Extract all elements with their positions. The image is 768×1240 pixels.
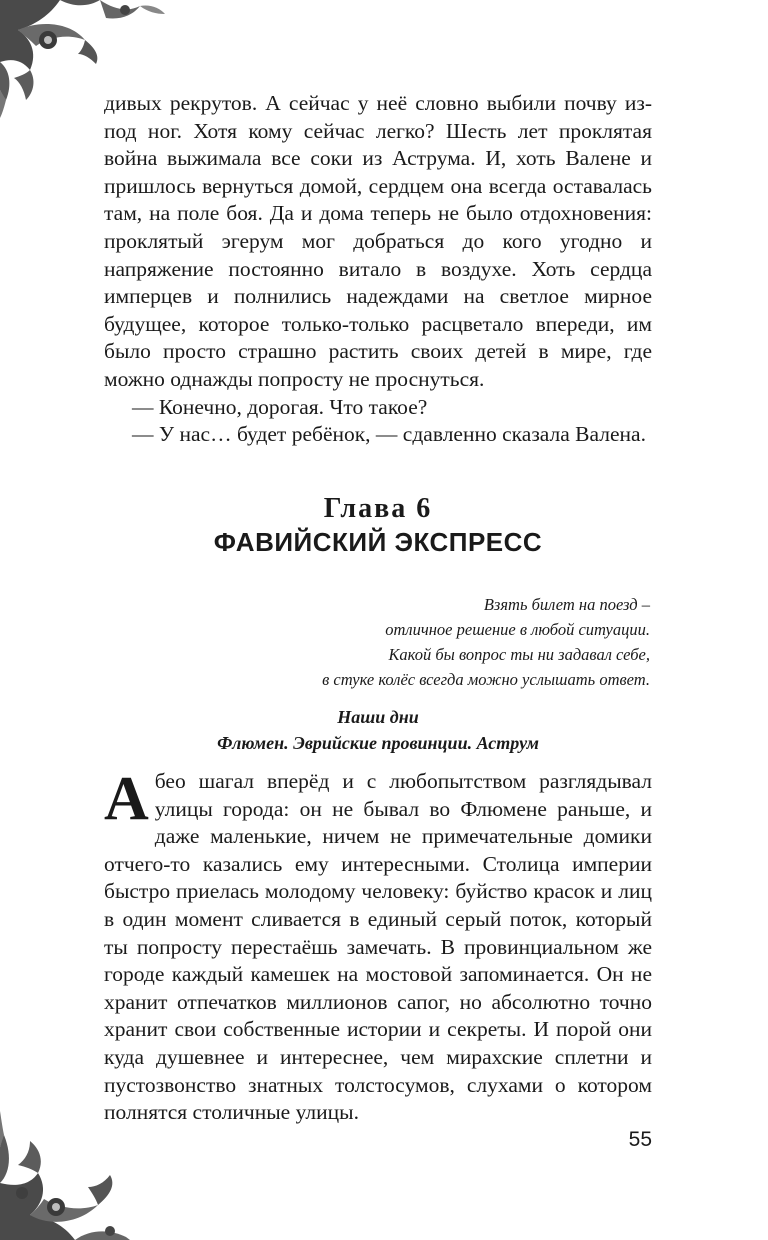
- corner-ornament-bottom-icon: [0, 1095, 150, 1240]
- main-paragraph-text: бео шагал вперёд и с любопытством разглядывал улицы города: он не бывал во Флюмене раньше, и даже маленькие, ничем не примечательные домики отчего-то казались ему интересными. Столица империи быстро приелась молодому человеку: буйство красок и лиц в один момент сливается в единый серый поток, который ты попросту перестаёшь замечать. В провинциальном же городе каждый камешек на мостовой запоминается. Он не хранит отпечатков миллионов сапог, но абсолютно точно хранит свои собственные истории и секреты. И порой они куда душевнее и интереснее, чем мирахские сплетни и пустозвонство знатных толстосумов, слухами о котором полнятся столичные улицы.: [104, 769, 652, 1125]
- continued-paragraph: дивых рекрутов. А сейчас у неё словно выбили почву из-под ног. Хотя кому сейчас легко? Шесть лет проклятая война выжимала все соки из Аструма. И, хоть Валене и пришлось вернуться домой, сердцем она всегда оставалась там, на поле боя. Да и дома теперь не было отдохновения: проклятый эгерум мог добраться до кого угодно и напряжение постоянно витало в воздухе. Хоть сердца имперцев и полнились надеждами на светлое мирное будущее, которое только-только расцветало впереди, им было просто страшно растить своих детей в мире, где можно однажды попросту не проснуться.: [104, 91, 652, 391]
- chapter-number: Глава 6: [323, 493, 433, 524]
- epigraph-line: в стуке колёс всегда можно услышать ответ.: [322, 670, 650, 689]
- section-place: Флюмен. Эврийские провинции. Аструм: [217, 733, 539, 753]
- chapter-title: ФАВИЙСКИЙ ЭКСПРЕСС: [213, 527, 543, 557]
- continued-text: [104, 90, 652, 449]
- epigraph: [190, 592, 650, 692]
- main-paragraph: [104, 765, 652, 1127]
- section-time: Наши дни: [337, 707, 419, 727]
- epigraph-line: Взять билет на поезд –: [483, 595, 650, 614]
- page-number: 55: [628, 1128, 652, 1151]
- drop-cap: А: [104, 765, 149, 833]
- dialogue-line: — Конечно, дорогая. Что такое?: [132, 394, 428, 419]
- epigraph-line: отличное решение в любой ситуации.: [385, 620, 650, 639]
- epigraph-line: Какой бы вопрос ты ни задавал себе,: [388, 645, 650, 664]
- main-text: [104, 765, 652, 1127]
- dialogue-line: — У нас… будет ребёнок, — сдавленно сказала Валена.: [132, 422, 646, 447]
